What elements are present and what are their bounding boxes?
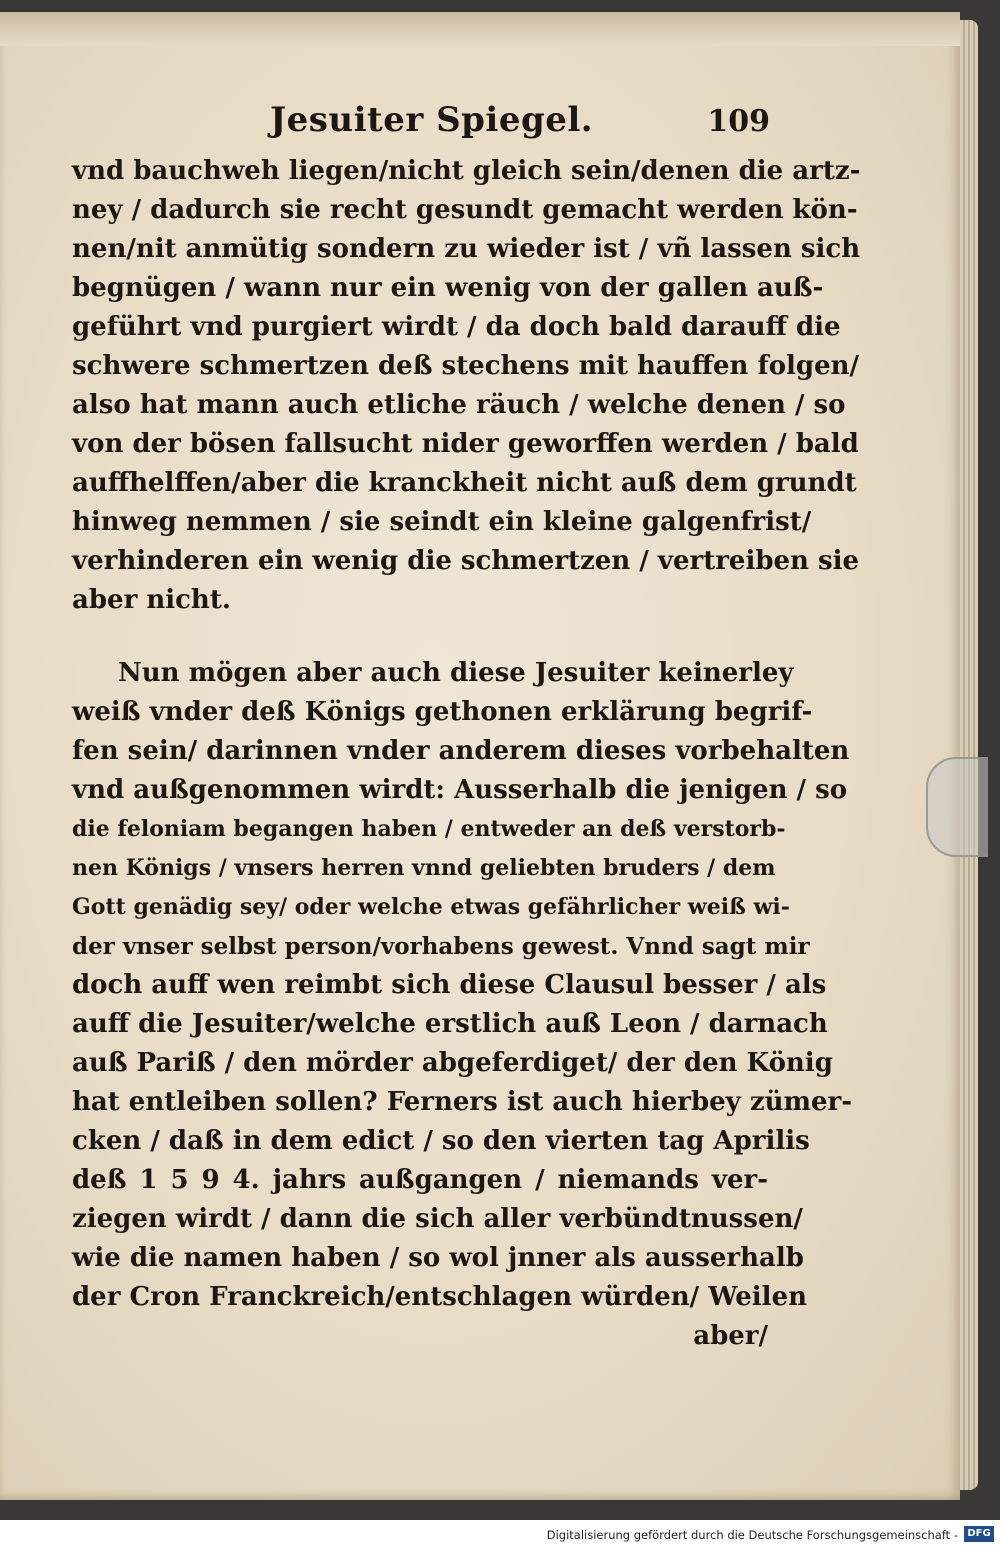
- text-line: doch auff wen reimbt sich diese Clausul besser / als: [72, 970, 827, 1000]
- text-line: Gott genädig sey/ oder welche etwas gefährlicher weiß wi-: [72, 894, 790, 920]
- running-title: Jesuiter Spiegel.: [270, 100, 594, 140]
- text-line: fen sein/ darinnen vnder anderem dieses vorbehalten: [72, 736, 850, 766]
- page-header: [270, 100, 770, 150]
- text-line: hat entleiben sollen? Ferners ist auch hierbey zümer-: [72, 1087, 853, 1117]
- page-number: 109: [707, 104, 770, 139]
- text-line: schwere schmertzen deß stechens mit hauffen folgen/: [72, 351, 860, 381]
- text-line: wie die namen haben / so wol jnner als ausserhalb: [72, 1243, 804, 1273]
- text-line: nen/nit anmütig sondern zu wieder ist / vñ lassen sich: [72, 234, 861, 264]
- text-line: der Cron Franckreich/entschlagen würden/ Weilen: [72, 1282, 808, 1312]
- text-line: auff die Jesuiter/welche erstlich auß Leon / darnach: [72, 1009, 828, 1039]
- text-line: der vnser selbst person/vorhabens gewest. Vnnd sagt mir: [72, 933, 810, 960]
- text-line: deß 1 5 9 4. jahrs außgangen / niemands ver-: [72, 1165, 768, 1195]
- text-line: vnd bauchweh liegen/nicht gleich sein/denen die artz-: [72, 156, 861, 186]
- text-line: begnügen / wann nur ein wenig von der gallen auß-: [72, 273, 824, 303]
- text-line: auß Pariß / den mörder abgeferdiget/ der den König: [72, 1048, 833, 1078]
- page-clip: [926, 757, 988, 857]
- text-line: hinweg nemmen / sie seindt ein kleine galgenfrist/: [72, 507, 812, 537]
- text-line: ziegen wirdt / dann die sich aller verbündtnussen/: [72, 1204, 803, 1234]
- text-line: nen Königs / vnsers herren vnnd geliebten bruders / dem: [72, 855, 776, 881]
- text-line: verhinderen ein wenig die schmertzen / vertreiben sie: [72, 546, 860, 576]
- text-line: also hat mann auch etliche räuch / welche denen / so: [72, 390, 846, 420]
- page-top-edge: [0, 12, 960, 46]
- text-line: von der bösen fallsucht nider geworffen werden / bald: [72, 429, 859, 459]
- text-line: weiß vnder deß Königs gethonen erklärung begrif-: [72, 697, 813, 727]
- text-line: aber nicht.: [72, 585, 231, 615]
- text-line: auffhelffen/aber die kranckheit nicht auß dem grundt: [72, 468, 857, 498]
- text-line: vnd außgenommen wirdt: Ausserhalb die jenigen / so: [72, 775, 848, 805]
- paragraph-gap: [72, 620, 768, 654]
- text-line: Nun mögen aber auch diese Jesuiter keinerley: [118, 658, 794, 688]
- text-line: ney / dadurch sie recht gesundt gemacht werden kön-: [72, 195, 858, 225]
- catchword: aber/: [693, 1321, 768, 1351]
- book-page: [0, 12, 960, 1500]
- text-line: die feloniam begangen haben / entweder an deß verstorb-: [72, 816, 786, 842]
- dfg-logo: DFG: [964, 1526, 994, 1542]
- footer-bar: [0, 1520, 1000, 1552]
- text-line: geführt vnd purgiert wirdt / da doch bald darauff die: [72, 312, 841, 342]
- funding-credit: Digitalisierung gefördert durch die Deutsche Forschungsgemeinschaft -: [546, 1528, 958, 1542]
- text-line: cken / daß in dem edict / so den vierten tag Aprilis: [72, 1126, 810, 1156]
- text-block: [72, 152, 861, 1356]
